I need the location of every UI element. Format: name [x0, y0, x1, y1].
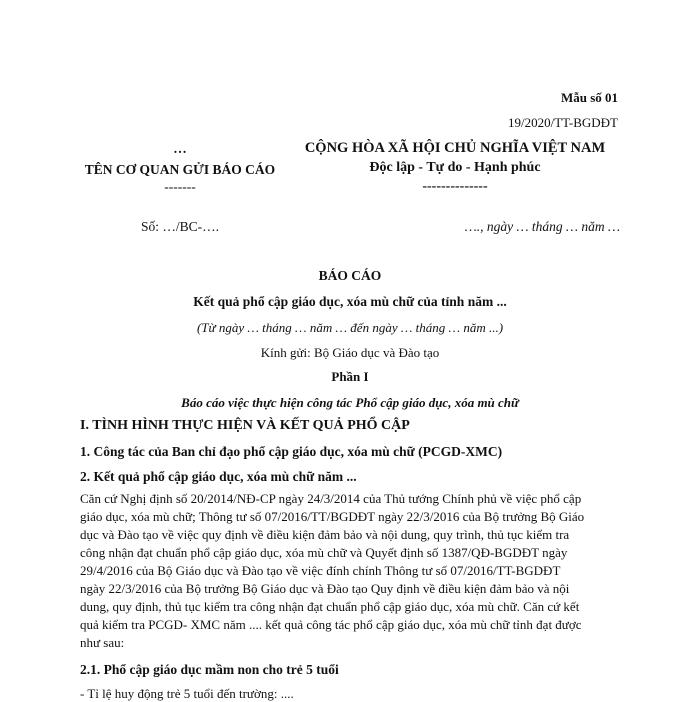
paragraph-line: Căn cứ Nghị định số 20/2014/NĐ-CP ngày 24/3/2014 của Thủ tướng Chính phủ về việc phổ cập [80, 491, 582, 506]
national-rule: -------------- [422, 179, 488, 194]
bullet-item: - Tỉ lệ huy động trẻ 5 tuổi đến trường: .... [80, 686, 294, 701]
paragraph-line: quả kiểm tra PCGD- XMC năm .... kết quả công tác phổ cập giáo dục, xóa mù chữ tỉnh đạt được [80, 617, 582, 632]
paragraph-line: ngày 22/3/2016 của Bộ trưởng Bộ Giáo dục và Đào tạo Quy định về điều kiện đảm bảo và nội [80, 581, 570, 596]
section-heading-1: I. TÌNH HÌNH THỰC HIỆN VÀ KẾT QUẢ PHỔ CẬP [80, 418, 410, 433]
paragraph-line: dung, quy định, thủ tục kiểm tra công nhận đạt chuẩn phổ cập giáo dục, xóa mù chữ. Căn cứ kết [80, 599, 580, 614]
report-title: BÁO CÁO [318, 268, 382, 283]
body-paragraph [80, 490, 628, 652]
subsection-heading-2-1: 2.1. Phổ cập giáo dục mầm non cho trẻ 5 tuổi [80, 662, 339, 677]
part-title: Báo cáo việc thực hiện công tác Phổ cập giáo dục, xóa mù chữ [181, 395, 519, 410]
paragraph-line: dục và Đào tạo về việc quy định về điều kiện đảm bảo và nội dung, quy trình, thủ tục kiểm tra [80, 527, 570, 542]
paragraph-line: như sau: [80, 635, 125, 650]
national-motto: Độc lập - Tự do - Hạnh phúc [369, 160, 541, 175]
recipient-line: Kính gửi: Bộ Giáo dục và Đào tạo [260, 345, 440, 360]
agency-block [80, 140, 280, 195]
document-date: …., ngày … tháng … năm … [464, 219, 620, 234]
report-period: (Từ ngày … tháng … năm … đến ngày … tháng … năm ...) [196, 320, 504, 335]
report-subtitle: Kết quả phổ cập giáo dục, xóa mù chữ của tỉnh năm ... [193, 294, 507, 309]
paragraph-line: 29/4/2016 của Bộ Giáo dục và Đào tạo về việc đính chính Thông tư số 07/2016/TT-BGDĐT [80, 563, 561, 578]
document-number: Số: …/BC-…. [140, 219, 219, 234]
paragraph-line: giáo dục, xóa mù chữ; Thông tư số 07/2016/TT/BGDĐT ngày 22/3/2016 của Bộ trưởng Bộ Giáo [80, 509, 585, 524]
agency-rule: ------- [164, 179, 196, 194]
agency-dots: … [173, 141, 187, 156]
part-label: Phần I [331, 369, 369, 384]
paragraph-line: công nhận đạt chuẩn phổ cập giáo dục, xóa mù chữ và Quyết định số 1387/QĐ-BGDĐT ngày [80, 545, 568, 560]
agency-name: TÊN CƠ QUAN GỬI BÁO CÁO [84, 162, 276, 177]
national-header [290, 139, 620, 196]
national-title: CỘNG HÒA XÃ HỘI CHỦ NGHĨA VIỆT NAM [304, 140, 606, 156]
form-number: Mẫu số 01 [560, 90, 618, 105]
circular-reference: 19/2020/TT-BGDĐT [507, 115, 618, 130]
section-heading-1-2: 2. Kết quả phổ cập giáo dục, xóa mù chữ năm ... [80, 469, 357, 484]
section-heading-1-1: 1. Công tác của Ban chỉ đạo phổ cập giáo dục, xóa mù chữ (PCGD-XMC) [80, 444, 503, 459]
